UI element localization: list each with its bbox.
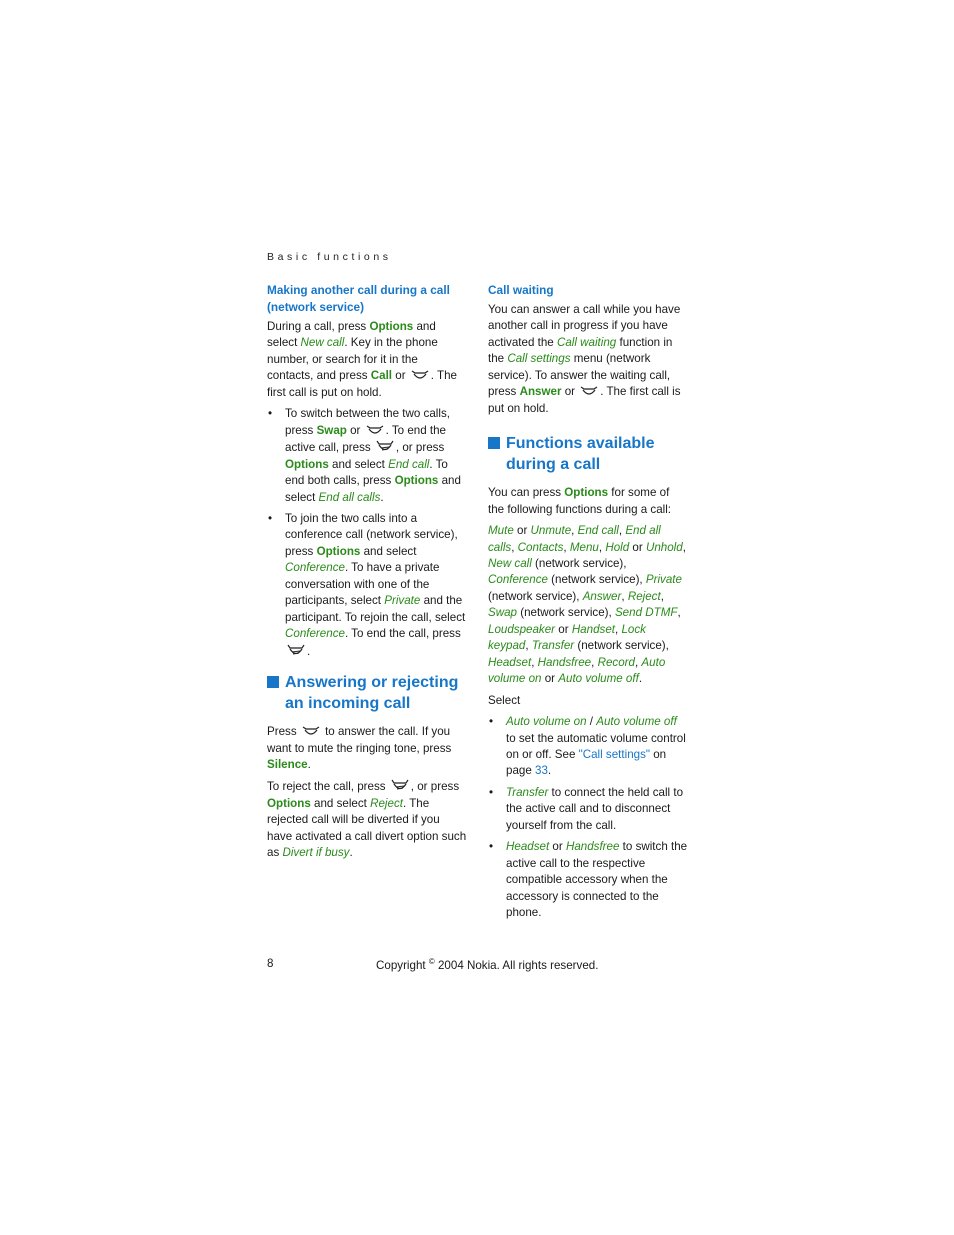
page-33-link[interactable]: 33 <box>535 764 548 778</box>
page-number: 8 <box>267 957 274 970</box>
call-key-icon <box>365 424 385 438</box>
end-key-icon <box>286 643 306 659</box>
call-key-icon <box>410 369 430 383</box>
functions-heading: Functions available during a call <box>488 433 688 475</box>
select-label: Select <box>488 693 521 707</box>
reject-paragraph: To reject the call, press , or press Options and select Reject. The rejected call will be diverted if you have activated a call divert option such as Divert if busy. <box>267 780 467 860</box>
making-call-paragraph: During a call, press Options and select New call. Key in the phone number, or search for it in the contacts, and press Call or . The first call is put on hold. <box>267 320 458 399</box>
heading-square-icon <box>267 676 279 688</box>
copyright-notice: Copyright © 2004 Nokia. All rights reserved. <box>376 957 599 972</box>
running-header: Basic functions <box>267 251 392 263</box>
left-column <box>267 282 467 867</box>
select-list <box>488 714 688 921</box>
list-item: • Transfer to connect the held call to the active call and to disconnect yourself from the call. <box>489 785 684 832</box>
list-item: • Headset or Handsfree to switch the active call to the respective compatible accessory when the accessory is connected to the phone. <box>489 840 688 920</box>
functions-list-paragraph: Mute or Unmute, End call, End all calls, Contacts, Menu, Hold or Unhold, New call (network service), Conference (network service), Private (network service), Answer, Reject, Swap (network service), Send DTMF, Loudspeaker or Handset, Lock keypad, Transfer (network service), Headset, Handsfree, Record, Auto volume on or Auto volume off. <box>488 524 686 686</box>
heading-square-icon <box>488 437 500 449</box>
call-key-icon <box>579 385 599 399</box>
call-waiting-heading: Call waiting <box>488 283 554 297</box>
answer-paragraph: Press to answer the call. If you want to mute the ringing tone, press Silence. <box>267 725 452 771</box>
making-call-heading: Making another call during a call (network service) <box>267 283 450 314</box>
end-key-icon <box>390 778 410 794</box>
call-key-icon <box>301 725 321 739</box>
answering-heading: Answering or rejecting an incoming call <box>267 672 467 714</box>
copyright-symbol: © <box>428 957 435 966</box>
list-item: • To join the two calls into a conference call (network service), press Options and select Conference. To have a private conversation with one of the participants, select Private and the participant. To rejoin the call, select Conference. To end the call, press . <box>268 511 466 658</box>
call-waiting-paragraph: You can answer a call while you have another call in progress if you have activated the Call waiting function in the Call settings menu (network service). To answer the waiting call, press Answer or . The first call is put on hold. <box>488 303 681 415</box>
making-call-list <box>267 406 467 660</box>
call-settings-link[interactable]: "Call settings" <box>578 747 651 761</box>
functions-intro: You can press Options for some of the following functions during a call: <box>488 486 672 516</box>
list-item: • Auto volume on / Auto volume off to set the automatic volume control on or off. See "Call settings" on page 33. <box>489 715 686 778</box>
list-item: • To switch between the two calls, press Swap or . To end the active call, press , or press Options and select End call. To end both calls, press Options and select End all calls. <box>268 407 461 504</box>
end-key-icon <box>375 439 395 455</box>
right-column <box>488 282 688 927</box>
